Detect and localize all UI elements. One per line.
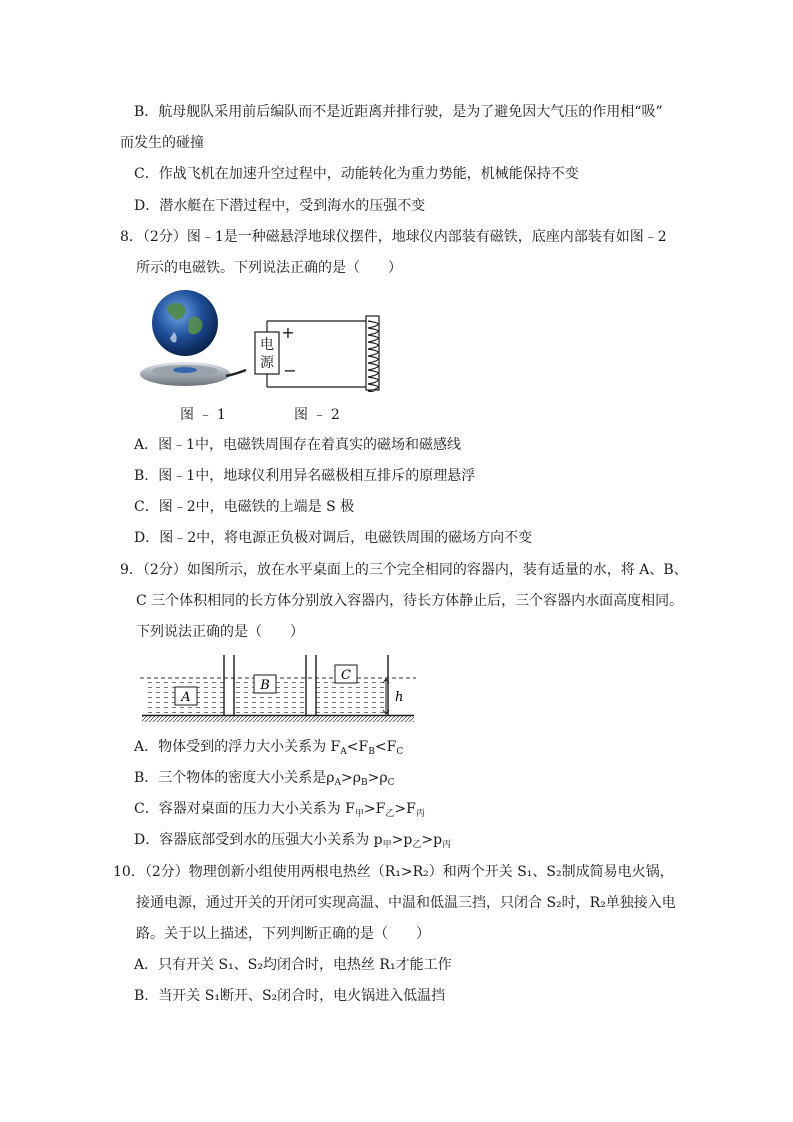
three-containers-figure bbox=[140, 655, 416, 725]
plus-terminal: + bbox=[281, 323, 295, 342]
q8-option-d: D．图﹣2中，将电源正负极对调后，电磁铁周围的磁场方向不变 bbox=[134, 530, 533, 546]
label-h: h bbox=[395, 690, 404, 705]
q9-option-d: D．容器底部受到水的压强大小关系为 $p_甲>p_乙>p_丙$ bbox=[134, 832, 452, 850]
q9-option-b: B．三个物体的密度大小关系是$\rho_A>\rho_B>\rho_C$ bbox=[134, 770, 395, 788]
q8-option-b: B．图﹣1中，地球仪利用异名磁极相互排斥的原理悬浮 bbox=[134, 468, 476, 484]
q7-option-b-line1: B．航母舰队采用前后编队而不是近距离并排行驶，是为了避免因大气压的作用相“吸” bbox=[134, 104, 663, 120]
q10-stem-line3: 路。关于以上描述，下列判断正确的是（ ） bbox=[136, 926, 430, 942]
q7-option-c: C．作战飞机在加速升空过程中，动能转化为重力势能，机械能保持不变 bbox=[134, 166, 579, 182]
figure2-caption: 图 ﹣ 2 bbox=[294, 407, 340, 423]
globe-sphere bbox=[152, 290, 218, 356]
q8-option-a: A．图﹣1中，电磁铁周围存在着真实的磁场和磁感线 bbox=[134, 437, 462, 453]
table-surface bbox=[142, 716, 414, 722]
q8-option-c: C．图﹣2中，电磁铁的上端是 S 极 bbox=[134, 499, 355, 515]
label-b: B bbox=[260, 678, 270, 693]
q10-option-b: B．当开关 S₁断开、S₂闭合时，电火锅进入低温挡 bbox=[134, 988, 446, 1004]
electromagnet-circuit-figure bbox=[250, 310, 400, 392]
q9-option-c: C．容器对桌面的压力大小关系为 $F_甲>F_乙>F_丙$ bbox=[134, 801, 425, 819]
q9-stem-line2: C 三个体积相同的长方体分别放入容器内，待长方体静止后，三个容器内水面高度相同。 bbox=[136, 593, 684, 609]
q8-stem-line2: 所示的电磁铁。下列说法正确的是（ ） bbox=[136, 260, 402, 276]
minus-terminal: − bbox=[283, 361, 297, 380]
q10-stem-line1: 10．（2分）物理创新小组使用两根电热丝（R₁>R₂）和两个开关 S₁、S₂制成简易电火锅， bbox=[113, 864, 674, 880]
power-label-1: 电 bbox=[260, 337, 274, 353]
label-c: C bbox=[341, 668, 351, 683]
q9-option-a: A．物体受到的浮力大小关系为 $F_A<F_B<F_C$ bbox=[134, 739, 404, 757]
q10-option-a: A．只有开关 S₁、S₂均闭合时，电热丝 R₁才能工作 bbox=[134, 957, 452, 973]
q9-stem-line3: 下列说法正确的是（ ） bbox=[136, 624, 304, 640]
q9-stem-line1: 9．（2分）如图所示，放在水平桌面上的三个完全相同的容器内，装有适量的水，将 A、B、 bbox=[120, 562, 688, 578]
maglev-globe-figure bbox=[138, 288, 248, 394]
power-label-2: 源 bbox=[260, 355, 274, 371]
q7-option-d: D．潜水艇在下潜过程中，受到海水的压强不变 bbox=[134, 198, 426, 214]
label-a: A bbox=[181, 690, 191, 705]
water-container-3 bbox=[316, 679, 388, 715]
q7-option-b-line2: 而发生的碰撞 bbox=[120, 135, 204, 151]
figure1-caption: 图 ﹣ 1 bbox=[180, 407, 226, 423]
q8-stem-line1: 8．（2分）图﹣1是一种磁悬浮地球仪摆件，地球仪内部装有磁铁，底座内部装有如图﹣2 bbox=[120, 229, 667, 245]
q10-stem-line2: 接通电源，通过开关的开闭可实现高温、中温和低温三挡，只闭合 S₂时，R₂单独接入电 bbox=[136, 895, 676, 911]
